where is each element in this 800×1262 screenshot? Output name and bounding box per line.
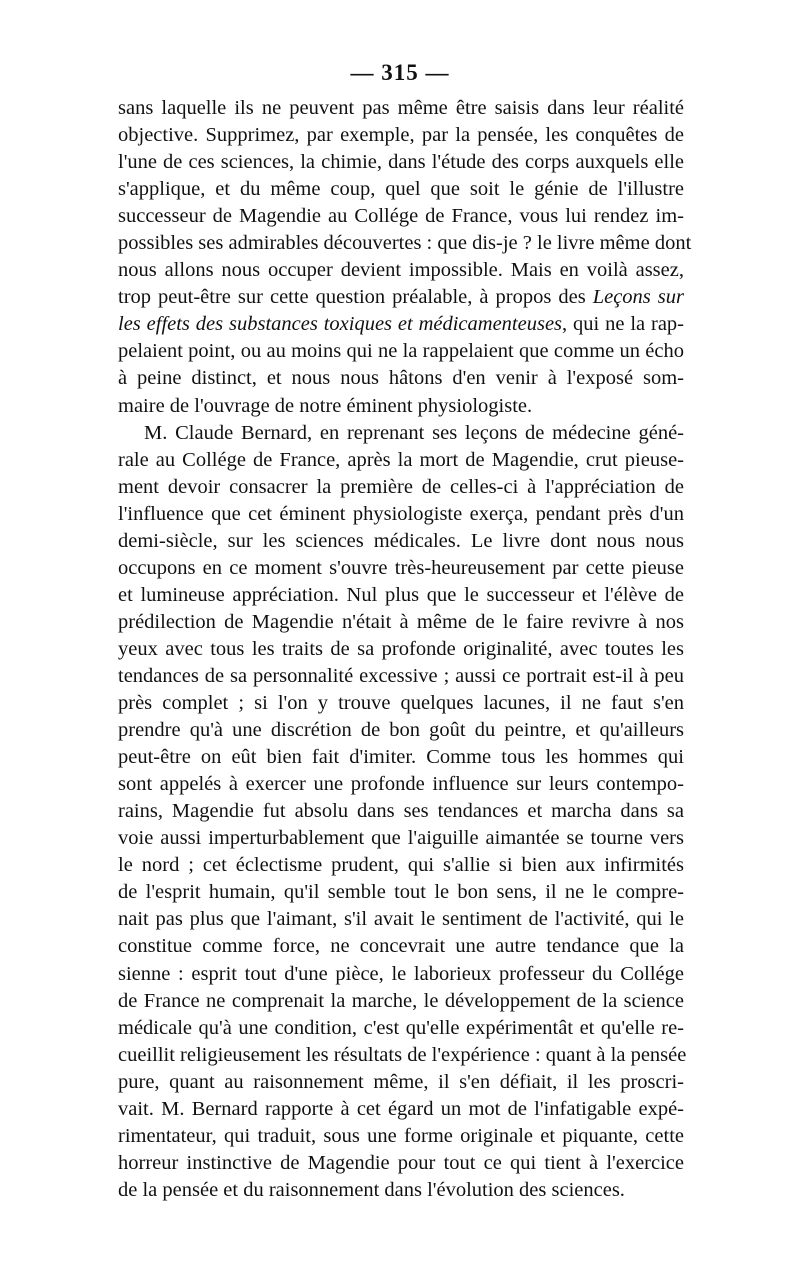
text-line: près complet ; si l'on y trouve quelques lacunes, il ne faut s'en bbox=[118, 692, 684, 715]
text-line: sont appelés à exercer une profonde influence sur leurs contempo- bbox=[118, 773, 684, 796]
text-line: de France ne comprenait la marche, le développement de la science bbox=[118, 989, 684, 1012]
text-line: pure, quant au raisonnement même, il s'en défiait, il les proscri- bbox=[118, 1070, 684, 1093]
text-line bbox=[118, 284, 684, 311]
text-line: rimentateur, qui traduit, sous une forme originale et piquante, cette bbox=[118, 1124, 684, 1147]
text-line: tendances de sa personnalité excessive ; aussi ce portrait est-il à peu bbox=[118, 664, 684, 687]
text-line: successeur de Magendie au Collége de France, vous lui rendez im- bbox=[118, 205, 684, 228]
text-line: rains, Magendie fut absolu dans ses tendances et marcha dans sa bbox=[118, 800, 684, 823]
text-line: l'une de ces sciences, la chimie, dans l'étude des corps auxquels elle bbox=[118, 151, 684, 174]
text-line: s'applique, et du même coup, quel que soit le génie de l'illustre bbox=[118, 178, 684, 201]
text-line: demi-siècle, sur les sciences médicales. Le livre dont nous nous bbox=[118, 529, 684, 552]
book-title-italic: Leçons sur bbox=[592, 286, 684, 309]
page-number: — 315 — bbox=[350, 60, 450, 85]
text-line: constitue comme force, ne concevrait une autre tendance que la bbox=[118, 935, 684, 958]
text-segment: trop peut-être sur cette question préalable, à propos des bbox=[118, 286, 593, 309]
text-line: rale au Collége de France, après la mort de Magendie, crut pieuse- bbox=[118, 448, 684, 471]
text-line: sans laquelle ils ne peuvent pas même être saisis dans leur réalité bbox=[118, 97, 684, 119]
text-line: sienne : esprit tout d'une pièce, le laborieux professeur du Collége bbox=[118, 962, 684, 985]
text-line: pelaient point, ou au moins qui ne la rappelaient que comme un écho bbox=[118, 340, 684, 363]
text-line: yeux avec tous les traits de sa profonde originalité, avec toutes les bbox=[118, 637, 684, 660]
text-line: peut-être on eût bien fait d'imiter. Comme tous les hommes qui bbox=[118, 746, 684, 769]
text-line: à peine distinct, et nous nous hâtons d'en venir à l'exposé som- bbox=[118, 367, 684, 390]
text-line: ment devoir consacrer la première de celles-ci à l'appréciation de bbox=[118, 475, 684, 498]
body-text bbox=[118, 95, 692, 1204]
text-line: maire de l'ouvrage de notre éminent physiologiste. bbox=[118, 394, 533, 417]
text-segment: , qui ne la rap- bbox=[562, 313, 685, 336]
text-line: possibles ses admirables découvertes : que dis-je ? le livre même dont bbox=[118, 232, 692, 255]
text-line: nait pas plus que l'aimant, s'il avait le sentiment de l'activité, qui le bbox=[118, 908, 684, 931]
text-line: voie aussi imperturbablement que l'aiguille aimantée se tourne vers bbox=[118, 827, 684, 850]
text-line: horreur instinctive de Magendie pour tout ce qui tient à l'exercice bbox=[118, 1151, 684, 1174]
text-line: nous allons nous occuper devient impossible. Mais en voilà assez, bbox=[118, 259, 684, 282]
text-line bbox=[118, 311, 684, 338]
text-line: prendre qu'à une discrétion de bon goût du peintre, et qu'ailleurs bbox=[118, 719, 684, 742]
text-line: l'influence que cet éminent physiologiste exerça, pendant près d'un bbox=[118, 502, 684, 525]
book-title-italic: les effets des substances toxiques et médicamenteuses bbox=[118, 313, 563, 336]
text-line: médicale qu'à une condition, c'est qu'elle expérimentât et qu'elle re- bbox=[118, 1016, 684, 1039]
text-line: vait. M. Bernard rapporte à cet égard un mot de l'infatigable expé- bbox=[118, 1097, 684, 1120]
text-line: de la pensée et du raisonnement dans l'évolution des sciences. bbox=[118, 1178, 625, 1201]
text-line: occupons en ce moment s'ouvre très-heureusement par cette pieuse bbox=[118, 556, 684, 579]
text-line: le nord ; cet éclectisme prudent, qui s'allie si bien aux infirmités bbox=[118, 854, 684, 877]
text-line: M. Claude Bernard, en reprenant ses leçons de médecine géné- bbox=[144, 421, 684, 444]
text-line: objective. Supprimez, par exemple, par la pensée, les conquêtes de bbox=[118, 124, 684, 147]
text-line: de l'esprit humain, qu'il semble tout le bon sens, il ne le compre- bbox=[118, 881, 684, 904]
text-line: et lumineuse appréciation. Nul plus que le successeur et l'élève de bbox=[118, 583, 684, 606]
text-line: prédilection de Magendie n'était à même de le faire revivre à nos bbox=[118, 610, 684, 633]
text-line: cueillit religieusement les résultats de l'expérience : quant à la pensée bbox=[118, 1043, 687, 1066]
